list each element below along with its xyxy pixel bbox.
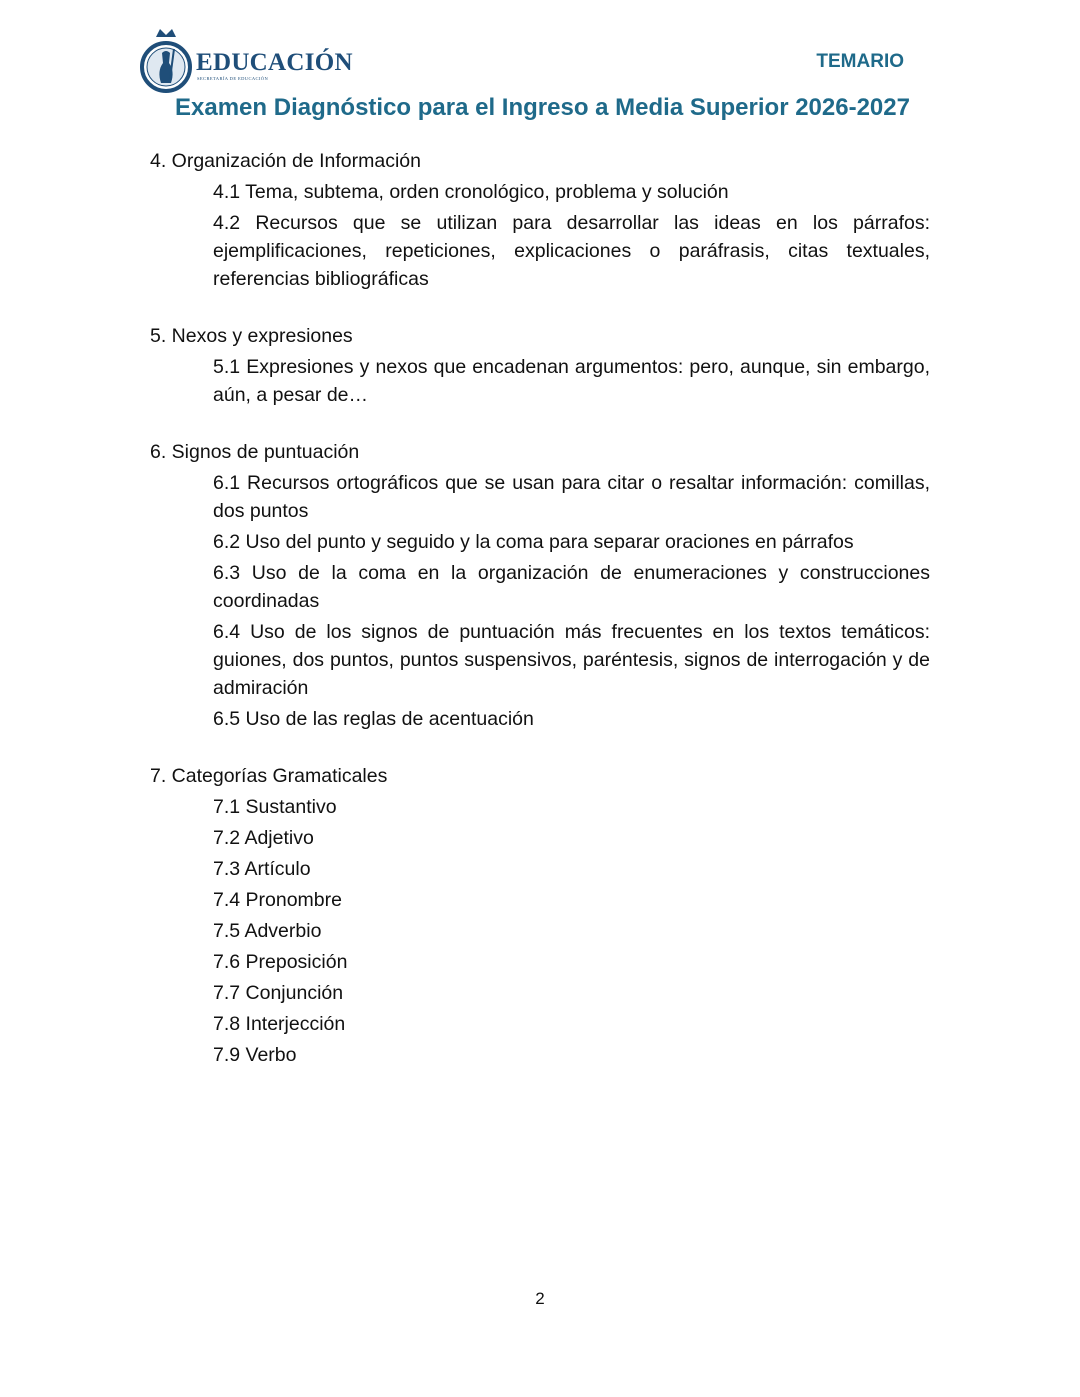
section-item: 7.1 Sustantivo [213,796,337,818]
syllabus-section [150,147,930,293]
section-item: 4.2 Recursos que se utilizan para desarrollar las ideas en los párrafos: ejemplificaciones, repeticiones, explicaciones o paráfrasis, citas textuales, referencias bibliográficas [213,212,930,290]
section-item: 4.1 Tema, subtema, orden cronológico, problema y solución [213,181,729,203]
section-item: 6.3 Uso de la coma en la organización de enumeraciones y construcciones coordinadas [213,562,930,612]
seal-icon [138,27,194,95]
page-number: 2 [535,1289,545,1308]
section-item: 6.5 Uso de las reglas de acentuación [213,708,534,730]
syllabus-content [150,147,930,1098]
section-heading: 5. Nexos y expresiones [150,325,353,347]
education-logo [138,27,353,95]
section-item: 7.5 Adverbio [213,920,322,942]
section-item: 7.7 Conjunción [213,982,344,1004]
section-item: 5.1 Expresiones y nexos que encadenan argumentos: pero, aunque, sin embargo, aún, a pesar de… [213,356,930,406]
syllabus-section [150,322,930,409]
section-heading: 4. Organización de Información [150,150,421,172]
syllabus-section [150,438,930,733]
logo-wordmark: EDUCACIÓN [196,49,353,76]
logo-subtext: SECRETARÍA DE EDUCACIÓN [197,76,269,81]
section-item: 6.4 Uso de los signos de puntuación más frecuentes en los textos temáticos: guiones, dos puntos, puntos suspensivos, paréntesis, signos de interrogación y de admiración [213,621,930,699]
section-item: 7.9 Verbo [213,1044,297,1066]
section-item: 6.2 Uso del punto y seguido y la coma para separar oraciones en párrafos [213,531,854,553]
page-title: Examen Diagnóstico para el Ingreso a Media Superior 2026-2027 [175,94,910,121]
section-item: 7.2 Adjetivo [213,827,314,849]
section-item: 7.4 Pronombre [213,889,342,911]
section-heading: 7. Categorías Gramaticales [150,765,388,787]
section-item: 7.3 Artículo [213,858,311,880]
syllabus-section [150,762,930,1069]
section-item: 7.8 Interjección [213,1013,346,1035]
section-item: 7.6 Preposición [213,951,348,973]
section-heading: 6. Signos de puntuación [150,441,360,463]
header-label: TEMARIO [816,51,904,72]
section-item: 6.1 Recursos ortográficos que se usan para citar o resaltar información: comillas, dos puntos [213,472,930,522]
